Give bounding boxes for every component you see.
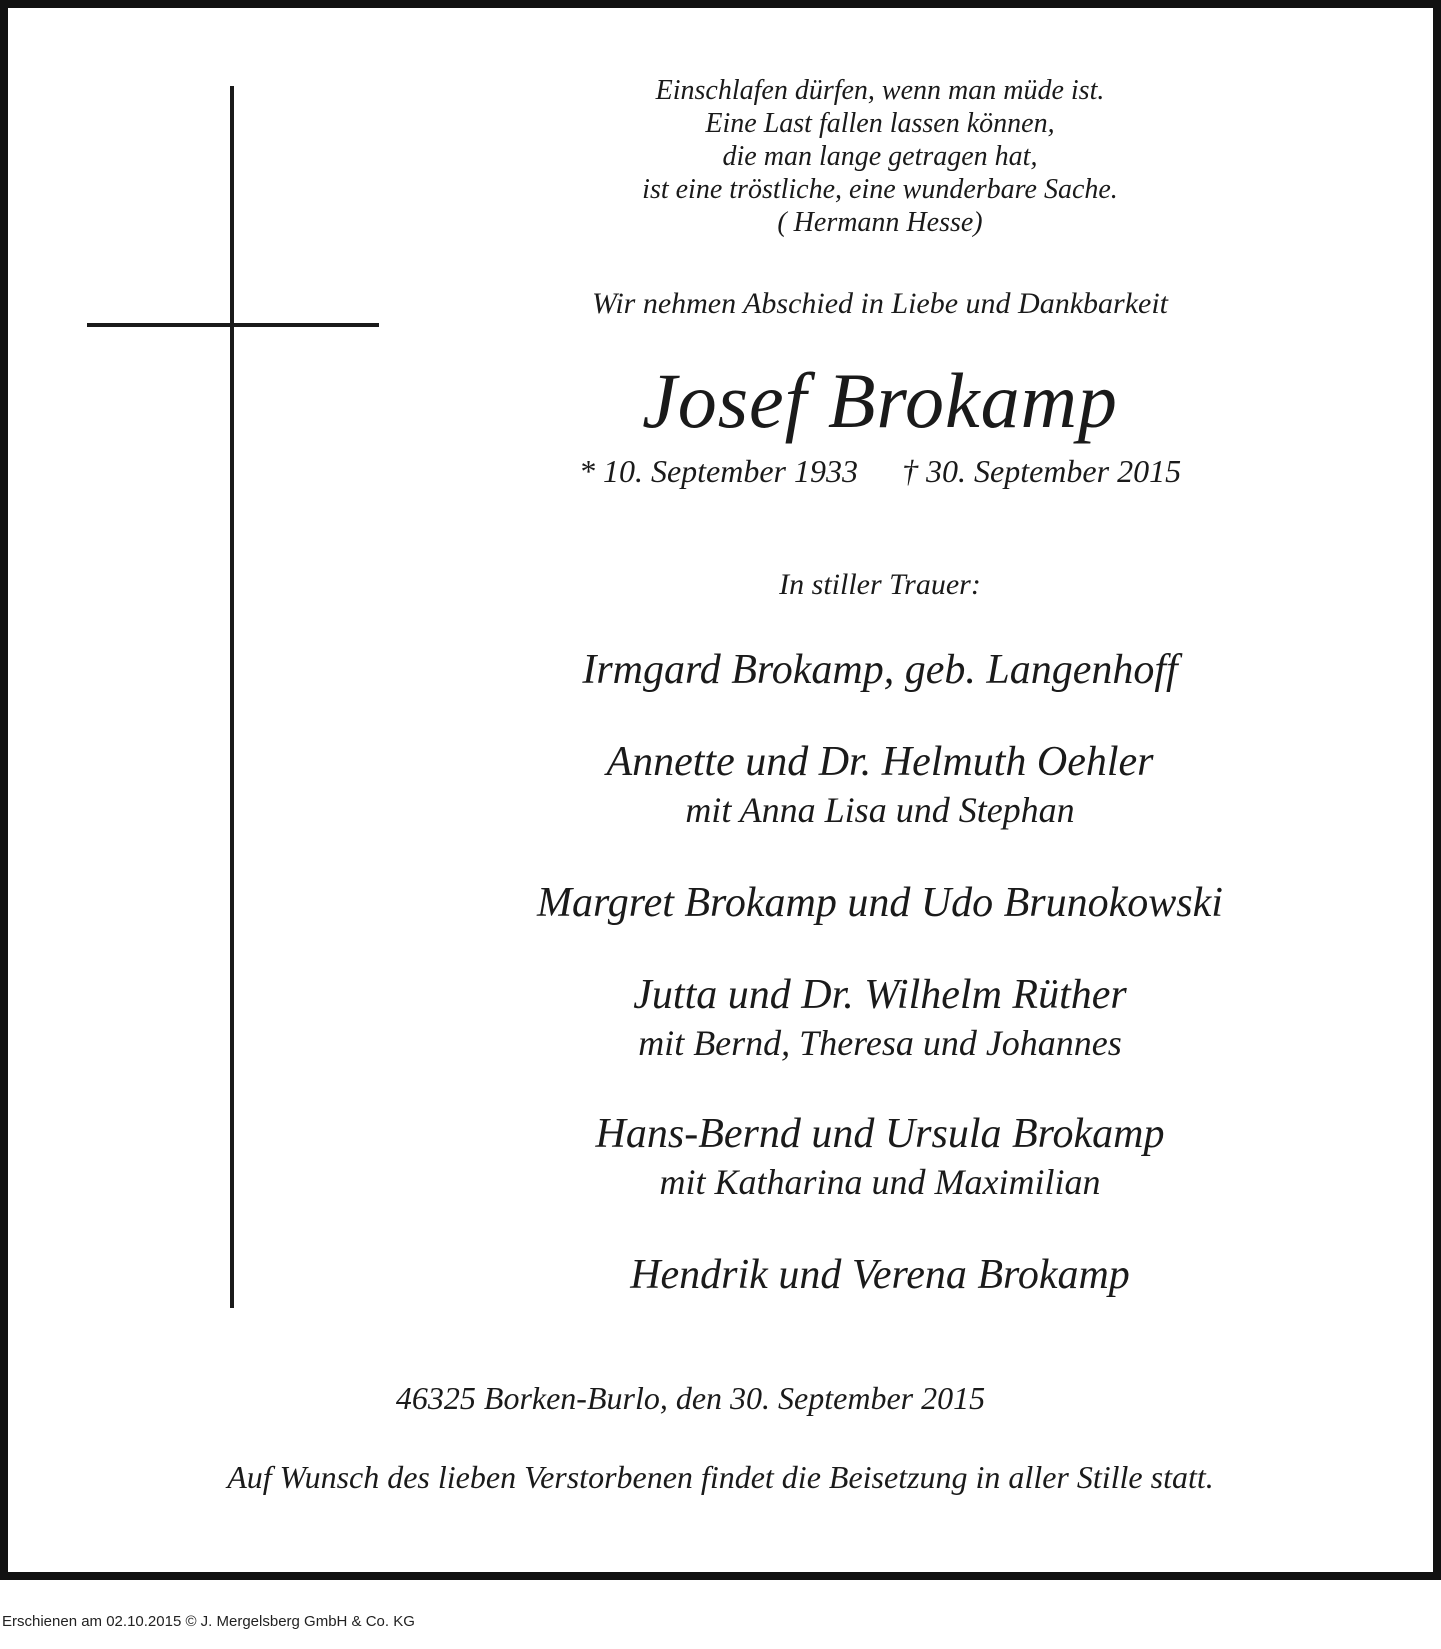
publication-footer: Erschienen am 02.10.2015 © J. Mergelsberg GmbH & Co. KG	[2, 1613, 415, 1630]
poem-author: ( Hermann Hesse)	[777, 207, 983, 238]
mourning-heading: In stiller Trauer:	[779, 568, 981, 601]
mourner-name: Irmgard Brokamp, geb. Langenhoff	[582, 647, 1178, 693]
mourner-entry	[460, 1250, 1300, 1300]
mourner-entry	[460, 1109, 1300, 1205]
poem	[460, 74, 1300, 239]
mourner-children: mit Anna Lisa und Stephan	[685, 790, 1075, 830]
deceased-name: Josef Brokamp	[642, 357, 1118, 444]
poem-line: Eine Last fallen lassen können,	[705, 108, 1055, 139]
burial-note: Auf Wunsch des lieben Verstorbenen findet die Beisetzung in aller Stille statt.	[227, 1459, 1214, 1495]
mourner-name: Hans-Bernd und Ursula Brokamp	[595, 1111, 1165, 1157]
mourner-children: mit Bernd, Theresa und Johannes	[638, 1023, 1122, 1063]
mourner-entry	[460, 970, 1300, 1066]
poem-line: die man lange getragen hat,	[722, 141, 1038, 172]
mourner-entry	[460, 737, 1300, 833]
poem-line: Einschlafen dürfen, wenn man müde ist.	[655, 75, 1105, 106]
cross-vertical-bar	[230, 86, 234, 1308]
mourner-entry	[460, 878, 1300, 928]
life-dates	[460, 451, 1300, 491]
mourner-name: Margret Brokamp und Udo Brunokowski	[537, 880, 1223, 926]
farewell-line: Wir nehmen Abschied in Liebe und Dankbarkeit	[591, 287, 1168, 320]
poem-line: ist eine tröstliche, eine wunderbare Sache.	[642, 174, 1118, 205]
mourner-name: Hendrik und Verena Brokamp	[630, 1252, 1130, 1298]
mourner-name: Annette und Dr. Helmuth Oehler	[606, 739, 1154, 785]
death-date: † 30. September 2015	[902, 453, 1182, 489]
mourner-entry	[460, 645, 1300, 695]
place-and-date: 46325 Borken-Burlo, den 30. September 2015	[395, 1380, 986, 1416]
cross-horizontal-bar	[87, 323, 379, 327]
mourner-children: mit Katharina und Maximilian	[659, 1162, 1101, 1202]
birth-date: * 10. September 1933	[578, 453, 858, 489]
mourner-name: Jutta und Dr. Wilhelm Rüther	[633, 972, 1127, 1018]
